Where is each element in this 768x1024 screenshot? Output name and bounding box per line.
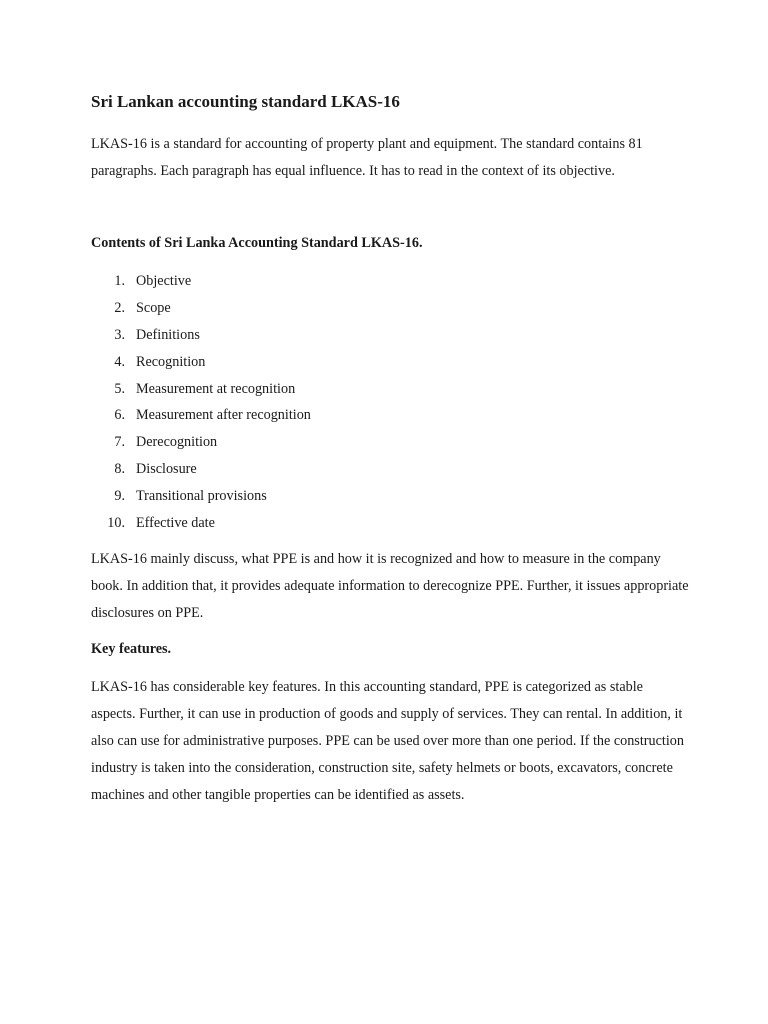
- list-item-number: 9.: [114, 488, 125, 505]
- list-item-label: Measurement at recognition: [136, 380, 296, 397]
- list-item: [91, 483, 311, 510]
- list-item-label: Transitional provisions: [136, 488, 267, 505]
- list-item-number: 10.: [107, 515, 125, 532]
- list-item-label: Derecognition: [136, 434, 218, 451]
- document-title: Sri Lankan accounting standard LKAS-16: [91, 92, 400, 111]
- list-item: [91, 456, 311, 483]
- list-item-number: 2.: [114, 299, 125, 316]
- list-item-label: Recognition: [136, 353, 206, 370]
- list-item-label: Measurement after recognition: [136, 407, 311, 424]
- list-item-label: Objective: [136, 273, 192, 289]
- list-item-number: 3.: [114, 326, 125, 343]
- list-item-label: Definitions: [136, 326, 200, 343]
- list-item-number: 5.: [114, 380, 125, 397]
- list-item: [91, 429, 311, 456]
- list-item: [91, 268, 311, 295]
- list-item: [91, 349, 311, 376]
- list-item-number: 7.: [114, 434, 125, 451]
- list-item: [91, 376, 311, 403]
- list-item-label: Disclosure: [136, 461, 197, 478]
- list-item: [91, 402, 311, 429]
- key-features-heading: Key features.: [91, 641, 172, 657]
- contents-heading: Contents of Sri Lanka Accounting Standard LKAS-16.: [91, 235, 423, 251]
- list-item: [91, 510, 311, 537]
- list-item-label: Effective date: [136, 515, 215, 532]
- list-item-label: Scope: [136, 299, 171, 316]
- list-item: [91, 295, 311, 322]
- list-item-number: 6.: [114, 407, 125, 424]
- intro-paragraph: LKAS-16 is a standard for accounting of property plant and equipment. The standard contains 81 paragraphs. Each paragraph has equal influence. It has to read in the context of its objective.: [91, 136, 643, 179]
- list-item-number: 1.: [114, 273, 125, 289]
- summary-paragraph: LKAS-16 mainly discuss, what PPE is and how it is recognized and how to measure in the company book. In addition that, it provides adequate information to derecognize PPE. Further, it issues appropriate disclosures on PPE.: [91, 551, 689, 621]
- list-item-number: 4.: [114, 353, 125, 370]
- list-item-number: 8.: [114, 461, 125, 478]
- contents-list: [91, 268, 311, 537]
- key-features-paragraph: LKAS-16 has considerable key features. In this accounting standard, PPE is categorized as stable aspects. Further, it can use in production of goods and supply of services. They can rental. In addition, it also can use for administrative purposes. PPE can be used over more than one period. If the construction industry is taken into the consideration, construction site, safety helmets or boots, excavators, concrete machines and other tangible properties can be identified as assets.: [91, 679, 684, 803]
- list-item: [91, 322, 311, 349]
